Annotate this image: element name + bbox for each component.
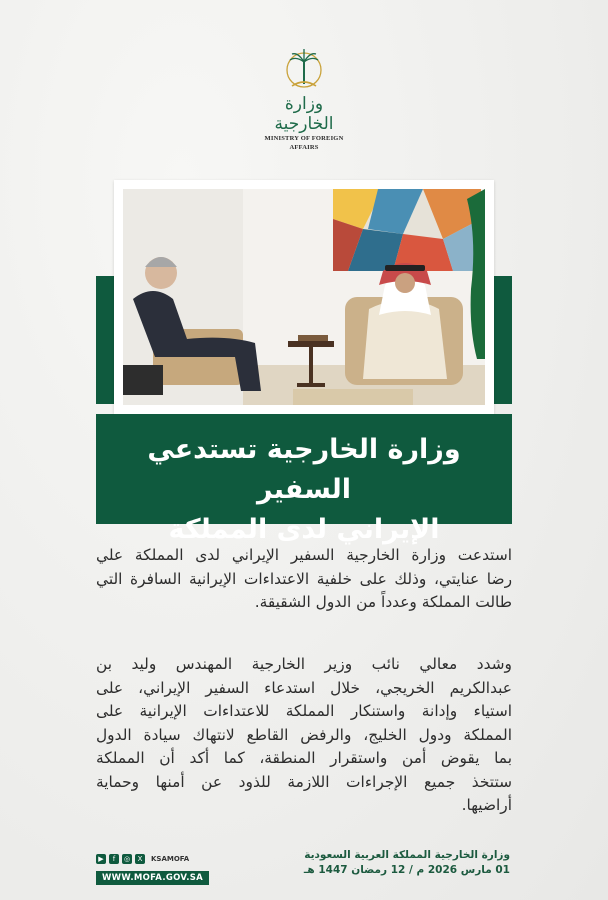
footer-date: 01 مارس 2026 م / 12 رمضان 1447 هـ: [303, 864, 510, 876]
photo-frame: [114, 180, 494, 414]
x-icon[interactable]: X: [135, 854, 145, 864]
paragraph-2-line: بما يقوض أمن واستقرار المنطقة، كما أكد أن المملكة: [96, 749, 512, 767]
footer-dateline: [304, 848, 510, 878]
paragraph-2-line: أراضيها.: [461, 796, 512, 814]
logo-arabic-text: وزارة الخارجية: [274, 94, 334, 134]
paragraph-2-line: وشدد معالي نائب وزير الخارجية المهندس وليد بن: [96, 655, 512, 673]
paragraph-1: [96, 544, 512, 615]
social-block: [96, 852, 204, 882]
facebook-icon[interactable]: f: [109, 854, 119, 864]
youtube-icon[interactable]: ▶: [96, 854, 106, 864]
headline-line-1: وزارة الخارجية تستدعي السفير: [147, 434, 461, 505]
instagram-icon[interactable]: ◎: [123, 854, 131, 863]
social-handle[interactable]: KSAMOFA: [151, 854, 190, 863]
website-url[interactable]: WWW.MOFA.GOV.SA: [96, 871, 209, 885]
wall-artwork: [333, 189, 481, 271]
meeting-illustration: [123, 189, 485, 405]
paragraph-1-line: طالت المملكة وعدداً من الدول الشقيقة.: [254, 593, 512, 611]
paragraph-2-line: عبدالكريم الخريجي، خلال استدعاء السفير الإيراني، على: [96, 678, 512, 697]
meeting-photo: [123, 189, 485, 405]
paragraph-2-line: ستتخذ جميع الإجراءات اللازمة للذود عن أمنها وحماية: [96, 772, 512, 791]
paragraph-1-line: استدعت وزارة الخارجية السفير الإيراني لدى المملكة علي: [96, 546, 512, 564]
paragraph-2: [96, 653, 512, 818]
paragraph-1-line: رضا عنايتي، وذلك على خلفية الاعتداءات الإيرانية السافرة التي: [96, 569, 512, 588]
headline-box: [96, 414, 512, 545]
palm-swords-emblem-icon: [284, 44, 324, 94]
ministry-logo: [254, 44, 354, 151]
footer-ministry: وزارة الخارجية المملكة العربية السعودية: [304, 849, 510, 861]
headline-line-2: الإيراني لدى المملكة: [168, 514, 440, 545]
paragraph-2-line: المملكة ودول الخليج، والرفض القاطع لانتهاك سيادة الدول: [96, 725, 512, 744]
paragraph-2-line: استياء وإدانة واستنكار المملكة للاعتداءات الإيرانية على: [96, 702, 512, 720]
logo-english-text: MINISTRY OF FOREIGN AFFAIRS: [264, 135, 344, 151]
